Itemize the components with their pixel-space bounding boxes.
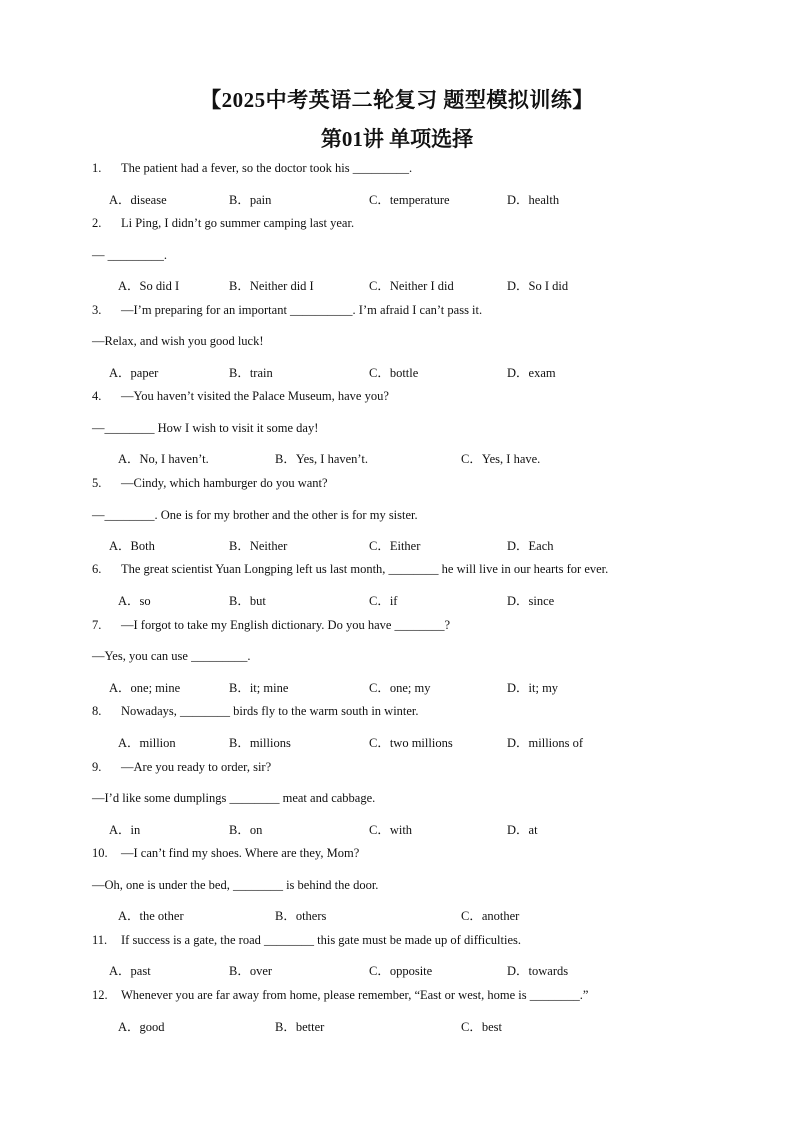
option-c[interactable]: C．temperature [369, 193, 450, 207]
question-text: —I’m preparing for an important __________. I’m afraid I can’t pass it. [121, 303, 483, 317]
question-number: 3. [92, 303, 102, 317]
option-a[interactable]: A．disease [109, 193, 167, 207]
option-c[interactable]: C．if [369, 594, 398, 608]
question-3-reply: —Relax, and wish you good luck! [92, 334, 264, 348]
option-c[interactable]: C．Neither I did [369, 279, 454, 293]
option-a[interactable]: A．No, I haven’t. [118, 452, 209, 466]
option-c[interactable]: C．another [461, 909, 520, 923]
option-d[interactable]: D．exam [507, 366, 556, 380]
question-number: 1. [92, 161, 102, 175]
question-text: Li Ping, I didn’t go summer camping last year. [121, 216, 355, 230]
option-c[interactable]: C．one; my [369, 681, 431, 695]
question-number: 4. [92, 389, 102, 403]
option-a[interactable]: A．in [109, 823, 141, 837]
question-text: —I forgot to take my English dictionary. Do you have ________? [121, 618, 451, 632]
option-d[interactable]: D．health [507, 193, 560, 207]
question-number: 5. [92, 476, 102, 490]
option-d[interactable]: D．So I did [507, 279, 569, 293]
option-a[interactable]: A．good [118, 1020, 165, 1034]
question-text: The great scientist Yuan Longping left us last month, ________ he will live in our hearts for ever. [121, 562, 609, 576]
question-5-reply: —________. One is for my brother and the other is for my sister. [92, 508, 418, 522]
question-number: 11. [92, 933, 108, 947]
question-4-reply: —________ How I wish to visit it some day! [92, 421, 319, 435]
option-b[interactable]: B．over [229, 964, 273, 978]
question-number: 2. [92, 216, 102, 230]
option-c[interactable]: C．Yes, I have. [461, 452, 541, 466]
option-b[interactable]: B．millions [229, 736, 291, 750]
option-b[interactable]: B．train [229, 366, 273, 380]
option-d[interactable]: D．it; my [507, 681, 559, 695]
option-a[interactable]: A．million [118, 736, 176, 750]
option-a[interactable]: A．So did I [118, 279, 180, 293]
option-c[interactable]: C．opposite [369, 964, 433, 978]
option-a[interactable]: A．paper [109, 366, 159, 380]
option-d[interactable]: D．millions of [507, 736, 584, 750]
option-b[interactable]: B．on [229, 823, 263, 837]
question-number: 8. [92, 704, 102, 718]
option-b[interactable]: B．Neither did I [229, 279, 314, 293]
option-a[interactable]: A．the other [118, 909, 184, 923]
question-text: —I can’t find my shoes. Where are they, Mom? [121, 846, 360, 860]
option-b[interactable]: B．Yes, I haven’t. [275, 452, 368, 466]
question-number: 12. [92, 988, 108, 1002]
option-a[interactable]: A．past [109, 964, 151, 978]
question-number: 9. [92, 760, 102, 774]
question-text: —Cindy, which hamburger do you want? [121, 476, 328, 490]
option-c[interactable]: C．with [369, 823, 413, 837]
option-c[interactable]: C．best [461, 1020, 502, 1034]
question-9-reply: —I’d like some dumplings ________ meat and cabbage. [92, 791, 376, 805]
question-10-reply: —Oh, one is under the bed, ________ is behind the door. [92, 878, 379, 892]
question-number: 6. [92, 562, 102, 576]
option-b[interactable]: B．others [275, 909, 327, 923]
option-d[interactable]: D．Each [507, 539, 554, 553]
worksheet-title: 【2025中考英语二轮复习 题型模拟训练】 [200, 88, 594, 112]
option-b[interactable]: B．but [229, 594, 266, 608]
question-text: The patient had a fever, so the doctor took his _________. [121, 161, 413, 175]
question-text: Whenever you are far away from home, please remember, “East or west, home is ________.” [121, 988, 589, 1002]
option-b[interactable]: B．it; mine [229, 681, 289, 695]
question-text: —You haven’t visited the Palace Museum, have you? [121, 389, 389, 403]
option-b[interactable]: B．pain [229, 193, 272, 207]
question-2-reply: — _________. [92, 248, 167, 262]
question-number: 7. [92, 618, 102, 632]
question-text: Nowadays, ________ birds fly to the warm south in winter. [121, 704, 419, 718]
option-b[interactable]: B．Neither [229, 539, 288, 553]
question-text: If success is a gate, the road ________ this gate must be made up of difficulties. [121, 933, 522, 947]
option-a[interactable]: A．so [118, 594, 151, 608]
option-c[interactable]: C．two millions [369, 736, 453, 750]
question-number: 10. [92, 846, 108, 860]
option-d[interactable]: D．at [507, 823, 538, 837]
option-d[interactable]: D．towards [507, 964, 569, 978]
lesson-subtitle: 第01讲 单项选择 [320, 127, 474, 151]
question-7-reply: —Yes, you can use _________. [92, 649, 251, 663]
option-a[interactable]: A．Both [109, 539, 155, 553]
question-text: —Are you ready to order, sir? [121, 760, 272, 774]
option-c[interactable]: C．Either [369, 539, 421, 553]
option-d[interactable]: D．since [507, 594, 555, 608]
option-c[interactable]: C．bottle [369, 366, 419, 380]
option-b[interactable]: B．better [275, 1020, 325, 1034]
option-a[interactable]: A．one; mine [109, 681, 181, 695]
